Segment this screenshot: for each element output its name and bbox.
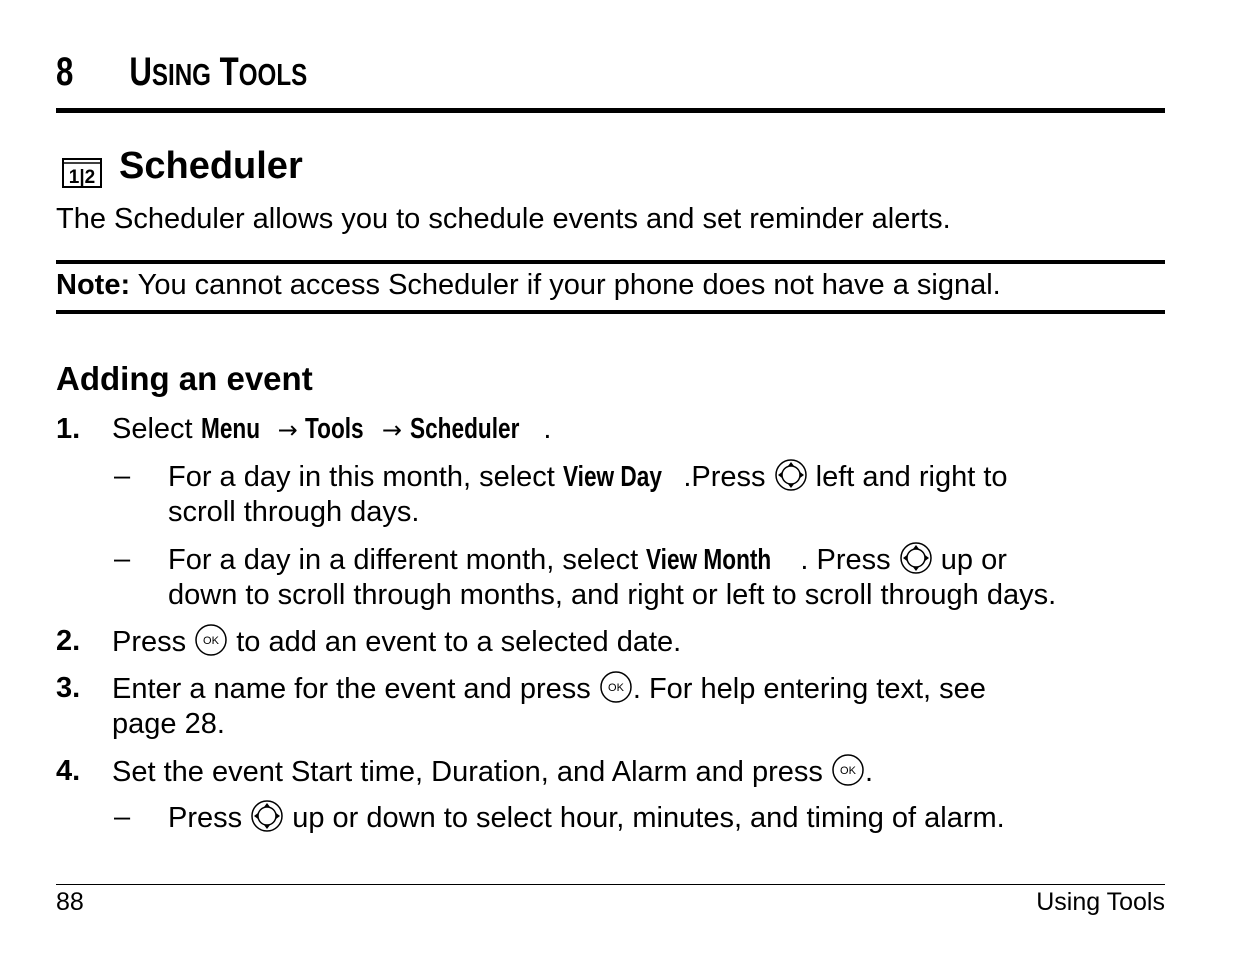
- step-1b-line1: [168, 541, 1007, 578]
- subsection-title: Adding an event: [56, 360, 313, 397]
- note-bottom-rule: [56, 310, 1165, 314]
- step-1b-line2: down to scroll through months, and right or left to scroll through days.: [168, 579, 1057, 611]
- scheduler-icon-text: 1|2: [68, 167, 96, 188]
- note: [56, 267, 1001, 303]
- step-4-post: .: [864, 756, 873, 788]
- arrow-2: →: [374, 416, 410, 444]
- step-2-pre: Press: [112, 626, 195, 658]
- scheduler-ui-label: Scheduler: [409, 413, 519, 445]
- step-3-number: 3.: [56, 672, 81, 704]
- step-4a-text: [168, 799, 1005, 836]
- step-4-text: [112, 753, 873, 790]
- step-4-number: 4.: [56, 755, 81, 787]
- navigation-key-icon: [250, 799, 284, 833]
- running-title: Using Tools: [1036, 888, 1165, 916]
- tools-ui-label: Tools: [305, 413, 365, 445]
- section-intro: The Scheduler allows you to schedule events and set reminder alerts.: [56, 203, 951, 235]
- chapter-title-initial-2: T: [219, 50, 239, 94]
- step-1a-line2: scroll through days.: [168, 496, 420, 528]
- step-1b-dash: –: [114, 543, 131, 575]
- step-4a-dash: –: [114, 801, 131, 833]
- step-1b-pre: For a day in a different month, select: [168, 544, 647, 576]
- footer-rule: [56, 884, 1165, 885]
- step-1b-post: up or: [932, 544, 1007, 576]
- step-1-number: 1.: [56, 413, 81, 445]
- ok-key-icon: [831, 753, 865, 787]
- step-3-line1: [112, 670, 986, 707]
- step-4a-post: up or down to select hour, minutes, and timing of alarm.: [284, 802, 1005, 834]
- view-month-ui-label: View Month: [646, 544, 772, 576]
- chapter-title-rest-2: OOLS: [238, 57, 308, 92]
- ok-key-label: OK: [839, 765, 856, 777]
- ok-key-label: OK: [607, 682, 624, 694]
- view-day-ui-label: View Day: [562, 461, 662, 493]
- ok-key-icon: [599, 670, 633, 704]
- ok-key-icon: [194, 623, 228, 657]
- step-2-text: [112, 623, 681, 660]
- step-3-post: . For help entering text, see: [632, 673, 986, 705]
- step-3-line2: page 28.: [112, 708, 225, 740]
- menu-ui-label: Menu: [200, 413, 260, 445]
- note-top-rule: [56, 260, 1165, 264]
- note-label: Note:: [56, 269, 131, 301]
- step-2-post: to add an event to a selected date.: [228, 626, 682, 658]
- step-4-pre: Set the event Start time, Duration, and Alarm and press: [112, 756, 831, 788]
- chapter-number: 8: [56, 50, 74, 94]
- step-4a-pre: Press: [168, 802, 251, 834]
- step-3-pre: Enter a name for the event and press: [112, 673, 599, 705]
- ok-key-label: OK: [203, 635, 220, 647]
- step-1-text: [112, 411, 551, 448]
- chapter-title-initial-1: U: [129, 50, 152, 94]
- step-1-pre: Select: [112, 413, 201, 445]
- page-number: 88: [56, 888, 84, 916]
- navigation-key-icon: [774, 458, 808, 492]
- step-1a-post: left and right to: [807, 461, 1008, 493]
- chapter-title-rest-1: SING: [151, 57, 211, 92]
- step-1a-pre: For a day in this month, select: [168, 461, 563, 493]
- step-1-post: .: [543, 413, 552, 445]
- note-text: You cannot access Scheduler if your phone does not have a signal.: [130, 269, 1001, 301]
- step-1a-line1: [168, 458, 1008, 495]
- chapter-heading: [56, 48, 307, 99]
- arrow-1: →: [270, 416, 306, 444]
- step-1a-dash: –: [114, 460, 131, 492]
- step-1b-mid: . Press: [800, 544, 899, 576]
- chapter-rule: [56, 108, 1165, 113]
- step-1a-mid: .Press: [683, 461, 774, 493]
- section-title: Scheduler: [119, 145, 303, 187]
- navigation-key-icon: [899, 541, 933, 575]
- step-2-number: 2.: [56, 625, 81, 657]
- scheduler-icon: [62, 156, 102, 188]
